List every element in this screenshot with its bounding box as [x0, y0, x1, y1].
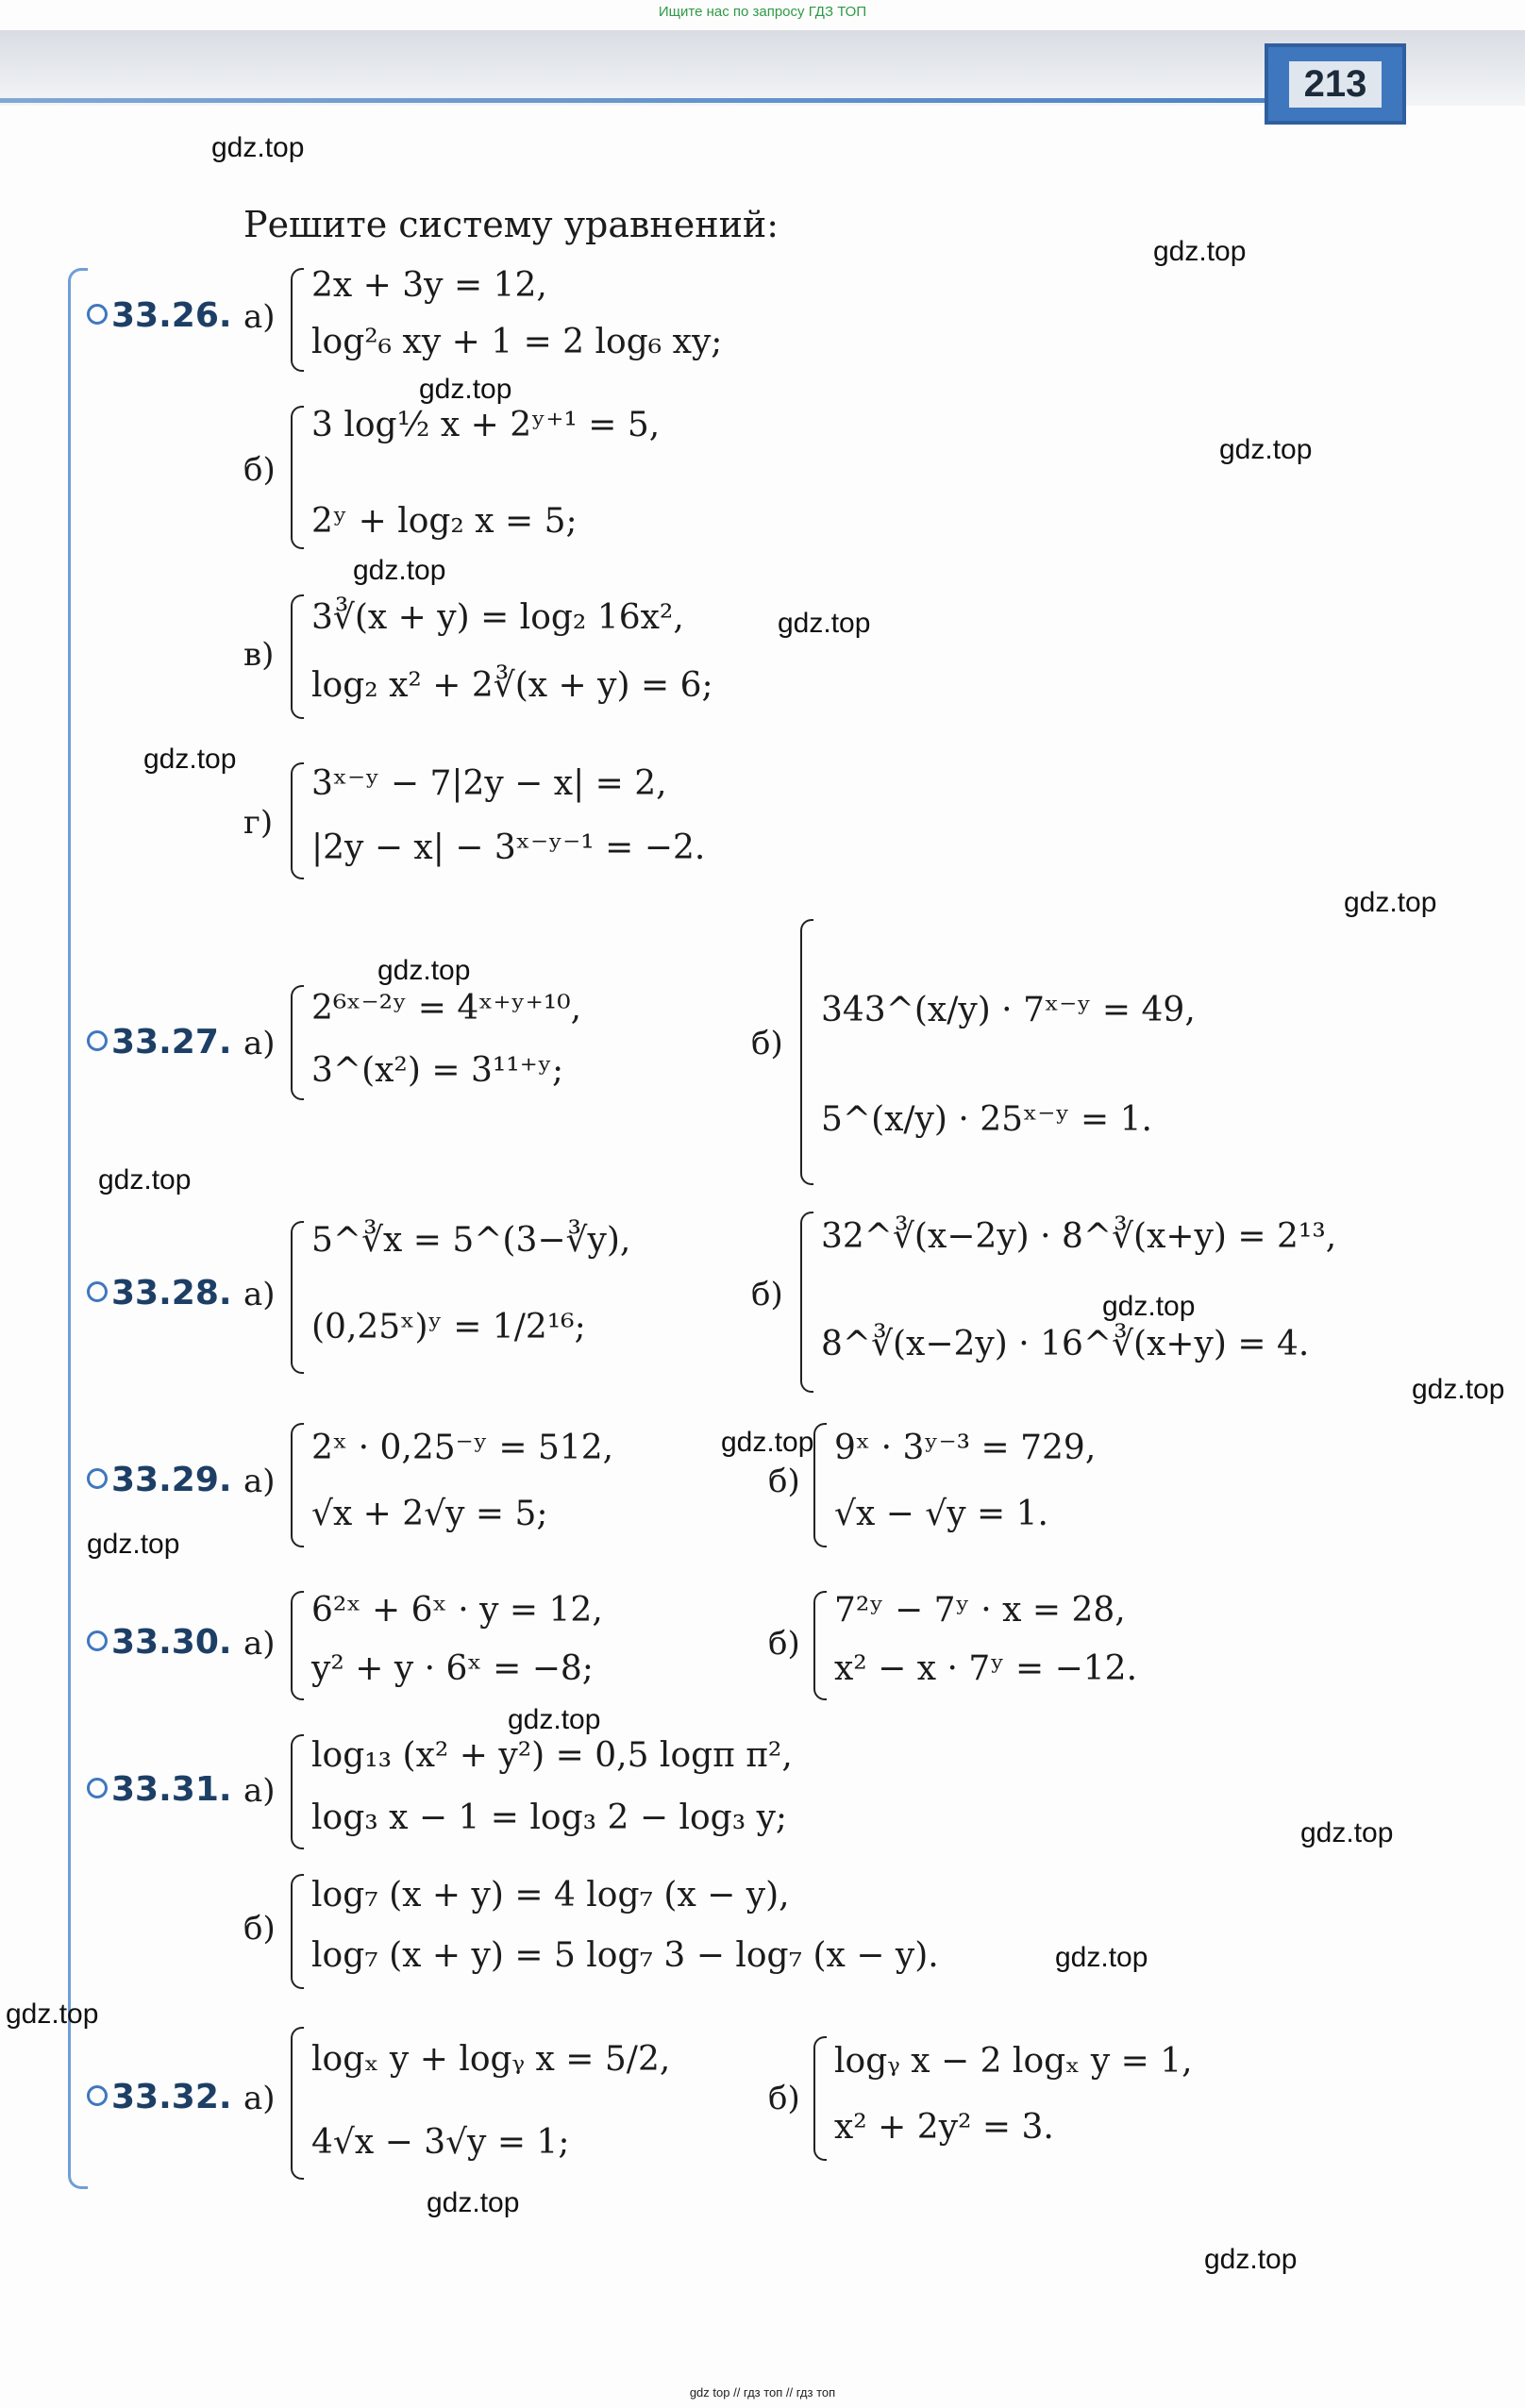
brace	[291, 1734, 304, 1849]
watermark: gdz.top	[1300, 1817, 1394, 1848]
equation-system	[813, 1419, 1210, 1551]
equation: 2x + 3y = 12,	[311, 266, 547, 305]
brace	[291, 406, 304, 549]
part-label: а)	[243, 1625, 276, 1663]
part-label: б)	[751, 1276, 783, 1313]
equation: 3ˣ⁻ʸ − 7|2y − x| = 2,	[311, 764, 667, 803]
equation-system	[291, 1731, 876, 1853]
watermark: gdz.top	[1412, 1374, 1505, 1405]
brace	[291, 1591, 304, 1700]
watermark: gdz.top	[1344, 887, 1437, 918]
equation-system	[291, 1870, 1064, 1993]
part-label: а)	[243, 1463, 276, 1500]
equation: 4√x − 3√y = 1;	[311, 2123, 570, 2162]
section-bracket	[68, 268, 88, 2189]
brace	[291, 1221, 304, 1374]
watermark: gdz.top	[377, 955, 471, 986]
equation-system	[800, 915, 1234, 1189]
circle-marker-icon	[87, 304, 108, 325]
equation: √x + 2√y = 5;	[311, 1495, 548, 1533]
problem-number: 33.29.	[87, 1461, 232, 1499]
part-label: а)	[243, 1772, 276, 1810]
brace	[291, 985, 304, 1100]
equation-system	[291, 591, 781, 723]
header-line	[0, 98, 1265, 103]
equation: 343^(x/y) · 7ˣ⁻ʸ = 49,	[821, 991, 1196, 1029]
watermark: gdz.top	[1055, 1942, 1148, 1973]
problem-number: 33.30.	[87, 1623, 232, 1662]
equation: log₃ x − 1 = log₃ 2 − log₃ y;	[311, 1798, 788, 1837]
brace	[800, 1212, 813, 1393]
equation-system	[291, 264, 819, 376]
watermark: gdz.top	[721, 1427, 814, 1458]
equation: 2⁶ˣ⁻²ʸ = 4ˣ⁺ʸ⁺¹⁰,	[311, 989, 582, 1028]
equation: 3∛(x + y) = log₂ 16x²,	[311, 598, 684, 637]
part-label: в)	[243, 636, 275, 674]
equation: log₇ (x + y) = 4 log₇ (x − y),	[311, 1876, 790, 1915]
problem-number: 33.28.	[87, 1274, 232, 1313]
watermark: gdz.top	[1153, 236, 1247, 267]
equation: 9ˣ · 3ʸ⁻³ = 729,	[834, 1429, 1097, 1467]
equation-system	[291, 981, 687, 1104]
watermark: gdz.top	[1219, 434, 1313, 465]
brace	[291, 762, 304, 879]
equation-system	[800, 1208, 1337, 1396]
page-heading: Решите систему уравнений:	[243, 204, 779, 245]
brace	[291, 268, 304, 372]
brace	[291, 2027, 304, 2180]
part-label: а)	[243, 2080, 276, 2117]
circle-marker-icon	[87, 1281, 108, 1302]
part-label: б)	[243, 451, 276, 489]
watermark: gdz.top	[508, 1704, 601, 1735]
watermark: gdz.top	[778, 608, 871, 639]
equation: x² − x · 7ʸ = −12.	[834, 1649, 1138, 1688]
circle-marker-icon	[87, 1030, 108, 1051]
equation: y² + y · 6ˣ = −8;	[311, 1649, 594, 1688]
equation: 8^∛(x−2y) · 16^∛(x+y) = 4.	[821, 1325, 1310, 1363]
circle-marker-icon	[87, 1630, 108, 1651]
part-label: а)	[243, 298, 276, 336]
problem-number: 33.31.	[87, 1770, 232, 1809]
equation-system	[291, 759, 762, 883]
equation: 3^(x²) = 3¹¹⁺ʸ;	[311, 1051, 564, 1090]
equation: (0,25ˣ)ʸ = 1/2¹⁶;	[311, 1308, 586, 1346]
equation: 5^(x/y) · 25ˣ⁻ʸ = 1.	[821, 1100, 1152, 1139]
watermark: gdz.top	[353, 555, 446, 586]
watermark: gdz.top	[87, 1529, 180, 1560]
equation: log₁₃ (x² + y²) = 0,5 logπ π²,	[311, 1736, 793, 1775]
part-label: а)	[243, 1025, 276, 1062]
equation: √x − √y = 1.	[834, 1495, 1048, 1533]
equation: 32^∛(x−2y) · 8^∛(x+y) = 2¹³,	[821, 1217, 1337, 1256]
part-label: б)	[768, 2080, 800, 2117]
equation-system	[291, 402, 762, 553]
problem-number: 33.32.	[87, 2078, 232, 2116]
page-number: 213	[1289, 61, 1383, 108]
equation: 6²ˣ + 6ˣ · y = 12,	[311, 1591, 603, 1630]
watermark: gdz.top	[1204, 2244, 1298, 2275]
part-label: а)	[243, 1276, 276, 1313]
watermark: gdz.top	[427, 2187, 520, 2218]
equation-system	[813, 2032, 1266, 2165]
watermark: gdz.top	[1102, 1291, 1196, 1322]
equation: log₂ x² + 2∛(x + y) = 6;	[311, 666, 713, 705]
equation: logₓ y + logᵧ x = 5/2,	[311, 2040, 671, 2079]
equation-system	[291, 1587, 687, 1704]
brace	[800, 919, 813, 1185]
brace	[291, 594, 304, 719]
equation: 7²ʸ − 7ʸ · x = 28,	[834, 1591, 1126, 1630]
circle-marker-icon	[87, 1778, 108, 1798]
equation: 5^∛x = 5^(3−∛y),	[311, 1221, 631, 1260]
equation: x² + 2y² = 3.	[834, 2108, 1054, 2147]
problem-number: 33.26.	[87, 296, 232, 335]
equation-system	[291, 1217, 725, 1378]
equation: 3 log½ x + 2ʸ⁺¹ = 5,	[311, 406, 661, 444]
circle-marker-icon	[87, 1468, 108, 1489]
watermark: gdz.top	[211, 132, 305, 163]
equation-system	[291, 2023, 706, 2183]
part-label: б)	[768, 1463, 800, 1500]
equation: logᵧ x − 2 logₓ y = 1,	[834, 2042, 1193, 2081]
footer: gdz top // гдз топ // гдз топ	[689, 2385, 836, 2400]
watermark: gdz.top	[143, 744, 237, 775]
brace	[291, 1874, 304, 1989]
watermark: gdz.top	[6, 1998, 99, 2030]
equation: log²₆ xy + 1 = 2 log₆ xy;	[311, 323, 723, 361]
problem-number: 33.27.	[87, 1023, 232, 1062]
watermark: gdz.top	[98, 1164, 192, 1196]
part-label: б)	[768, 1625, 800, 1663]
equation-system	[813, 1587, 1210, 1704]
brace	[813, 2036, 827, 2161]
equation: 2ˣ · 0,25⁻ʸ = 512,	[311, 1429, 614, 1467]
brace	[813, 1591, 827, 1700]
circle-marker-icon	[87, 2085, 108, 2106]
part-label: б)	[243, 1910, 276, 1948]
top-note: Ищите нас по запросу ГДЗ ТОП	[658, 4, 867, 20]
equation-system	[291, 1419, 687, 1551]
equation: log₇ (x + y) = 5 log₇ 3 − log₇ (x − y).	[311, 1936, 939, 1975]
equation: |2y − x| − 3ˣ⁻ʸ⁻¹ = −2.	[311, 828, 706, 867]
brace	[813, 1423, 827, 1547]
brace	[291, 1423, 304, 1547]
watermark: gdz.top	[419, 374, 512, 405]
part-label: б)	[751, 1025, 783, 1062]
equation: 2ʸ + log₂ x = 5;	[311, 502, 578, 541]
part-label: г)	[243, 804, 274, 842]
page-number-box	[1265, 43, 1406, 125]
